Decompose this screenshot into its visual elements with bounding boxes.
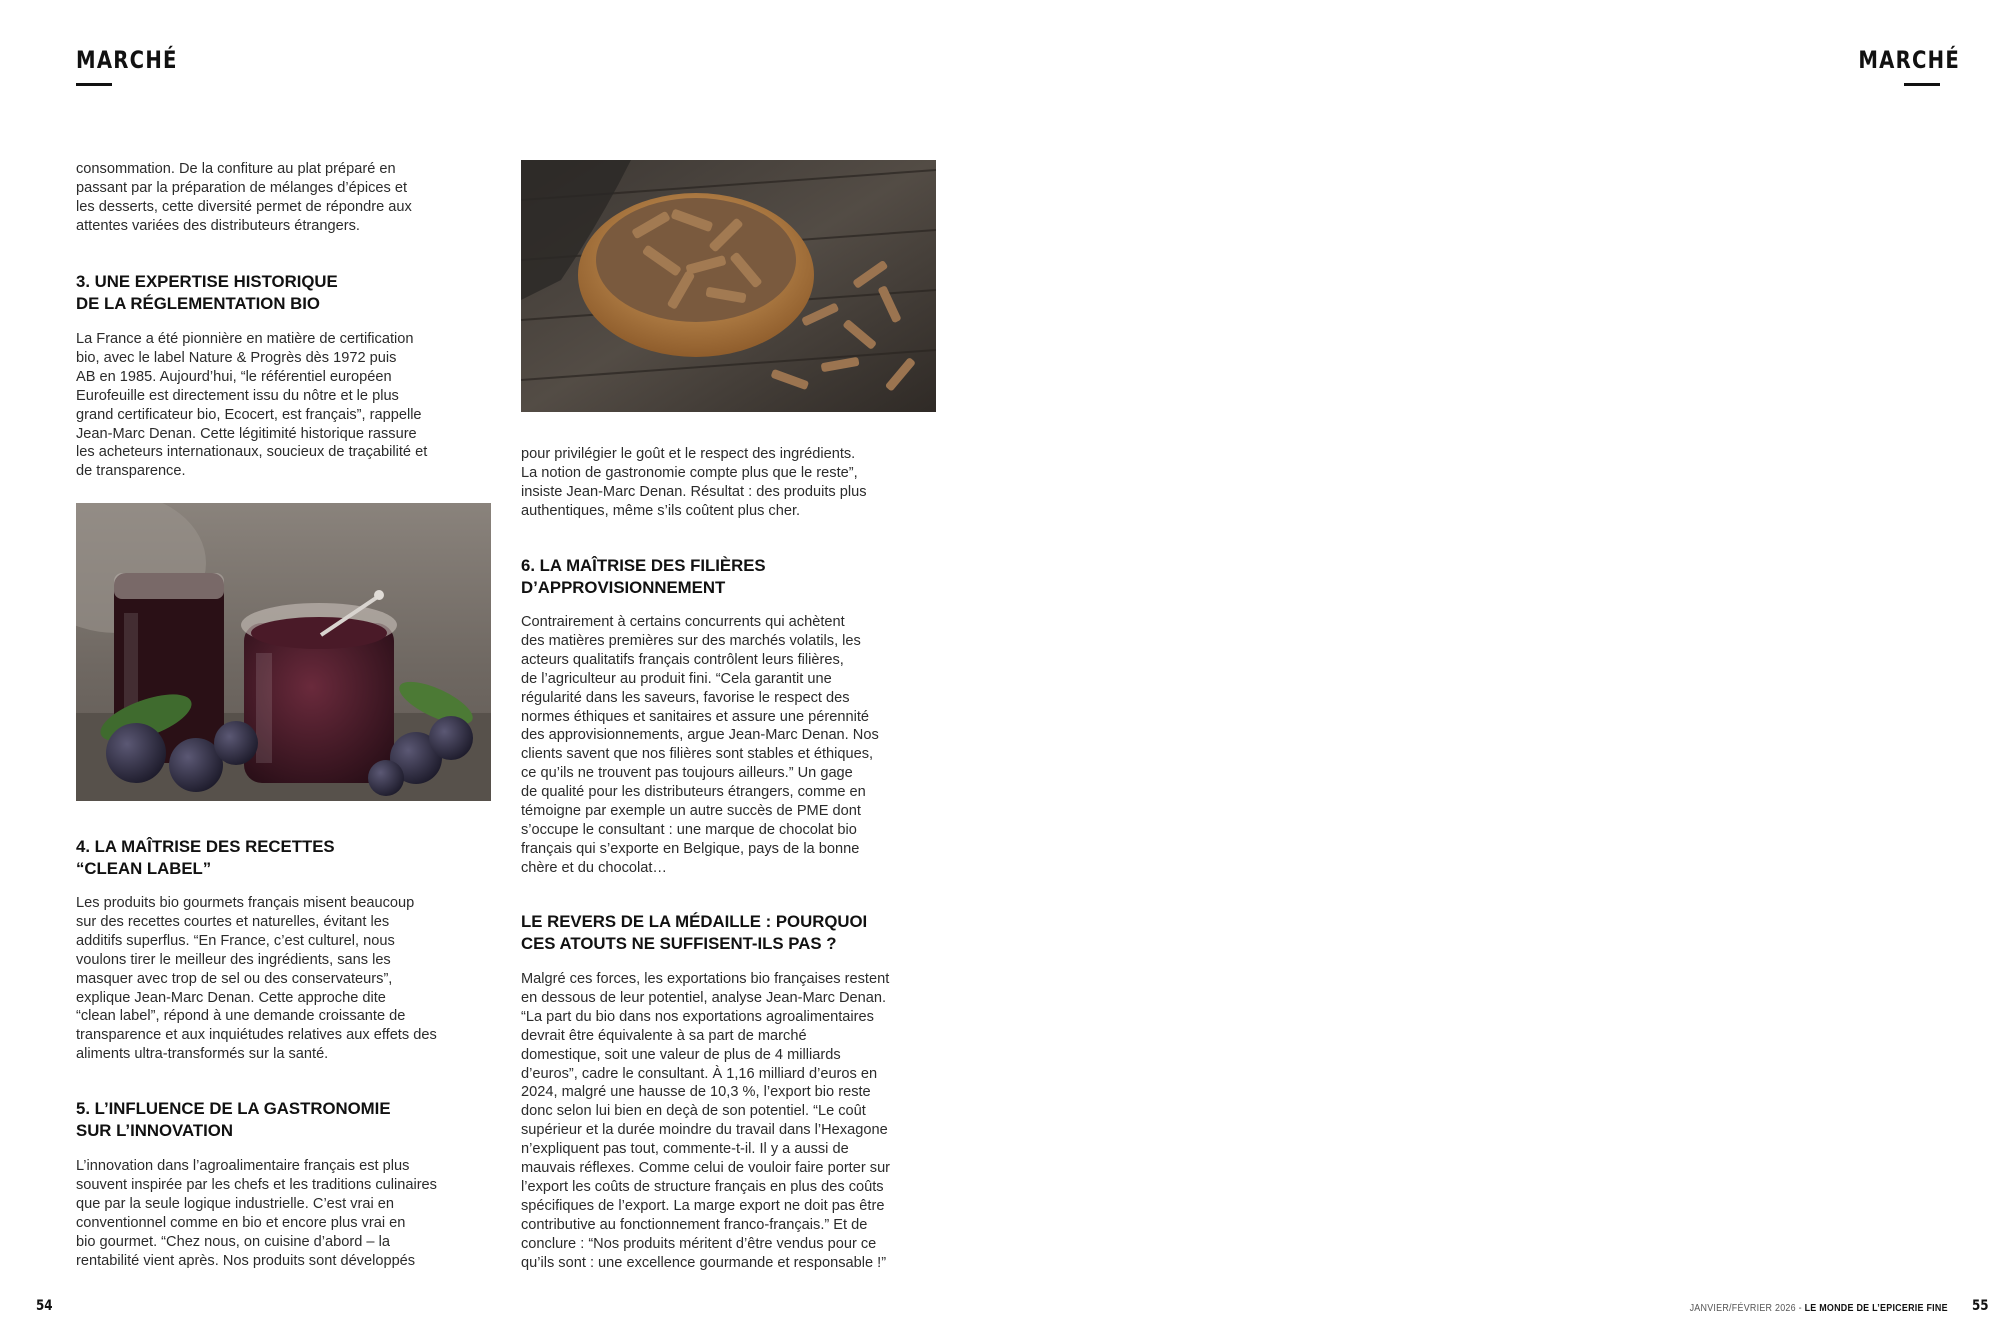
issue-folio (1690, 1302, 1948, 1314)
jam-jars-photo (76, 503, 491, 801)
paragraph-section-3: La France a été pionnière en matière de certification bio, avec le label Nature & Progrès dès 1972 puis AB en 1985. Aujourd’hui, “le référentiel européen Eurofeuille est directement issu du nôtre et le plus grand certificateur bio, Ecocert, est français”, rappelle Jean-Marc Denan. Cette légitimité historique rassure les acheteurs internationaux, soucieux de traçabilité et de transparence. (76, 331, 428, 480)
paragraph-section-5: L’innovation dans l’agroalimentaire français est plus souvent inspirée par les chefs et les traditions culinaires que par la seule logique industrielle. C’est vrai en conventionnel comme en bio et encore plus vrai en bio gourmet. “Chez nous, on cuisine d’abord – la rentabilité vient après. Nos produits sont développés (76, 1158, 437, 1269)
rubric-left: MARCHÉ (76, 46, 178, 74)
heading-section-4: 4. LA MAÎTRISE DES RECETTES “CLEAN LABEL” (76, 837, 335, 878)
heading-section-5: 5. L’INFLUENCE DE LA GASTRONOMIE SUR L’INNOVATION (76, 1099, 391, 1140)
page-number-left: 54 (36, 1298, 53, 1314)
rubric-underline-right (1904, 83, 1940, 86)
heading-section-6: 6. LA MAÎTRISE DES FILIÈRES D’APPROVISIONNEMENT (521, 556, 766, 597)
paragraph-section-5-continued: pour privilégier le goût et le respect des ingrédients. La notion de gastronomie compte plus que le reste”, insiste Jean-Marc Denan. Résultat : des produits plus authentiques, même s’ils coûtent plus cher. (521, 446, 867, 519)
paragraph-section-6: Contrairement à certains concurrents qui achètent des matières premières sur des marchés volatils, les acteurs qualitatifs français contrôlent leurs filières, de l’agriculteur au produit fini. “Cela garantit une régularité dans les saveurs, favorise le respect des normes éthiques et sanitaires et assure une pérennité des approvisionnements, argue Jean-Marc Denan. Nos clients savent que nos filières sont stables et éthiques, ce qu’ils ne trouvent pas toujours ailleurs.” Un gage de qualité pour les distributeurs étrangers, comme en témoigne par exemple un autre succès de PME dont s’occupe le consultant : une marque de chocolat bio français qui s’exporte en Belgique, pays de la bonne chère et du chocolat… (521, 614, 879, 876)
paragraph-revers-medaille: Malgré ces forces, les exportations bio françaises restent en dessous de leur potentiel, analyse Jean-Marc Denan. “La part du bio dans nos exportations agroalimentaires devrait être équivalente à sa part de marché domestique, soit une valeur de plus de 4 milliards d’euros”, cadre le consultant. À 1,16 milliard d’euros en 2024, malgré une hausse de 10,3 %, l’export bio reste donc selon lui bien en deçà de son potentiel. “Le coût supérieur et la durée moindre du travail dans l’Hexagone n’expliquent pas tout, commente-t-il. Il y a aussi de mauvais réflexes. Comme celui de vouloir faire porter sur l’export les coûts de structure français en plus des coûts spécifiques de l’export. La marge export ne doit pas être contributive au fonctionnement franco-français.” Et de conclure : “Nos produits méritent d’être vendus pour ce qu’ils sont : une excellence gourmande et responsable !” (521, 971, 891, 1271)
issue-date: JANVIER/FÉVRIER 2026 - (1689, 1302, 1805, 1314)
heading-section-3: 3. UNE EXPERTISE HISTORIQUE DE LA RÉGLEMENTATION BIO (76, 272, 338, 313)
paragraph-section-4: Les produits bio gourmets français misent beaucoup sur des recettes courtes et naturelles, évitant les additifs superflus. “En France, c’est culturel, nous voulons tirer le meilleur des ingrédients, sans les masquer avec trop de sel ou des conservateurs”, explique Jean-Marc Denan. Cette approche dite “clean label”, répond à une demande croissante de transparence et aux inquiétudes relatives aux effets des aliments ultra-transformés sur la santé. (76, 895, 437, 1063)
heading-revers-medaille: LE REVERS DE LA MÉDAILLE : POURQUOI CES ATOUTS NE SUFFISENT-ILS PAS ? (521, 912, 868, 953)
magazine-name: LE MONDE DE L’EPICERIE FINE (1804, 1302, 1948, 1314)
rubric-right: MARCHÉ (1858, 46, 1960, 74)
page-number-right: 55 (1972, 1298, 1989, 1314)
rubric-underline-left (76, 83, 112, 86)
intro-paragraph: consommation. De la confiture au plat préparé en passant par la préparation de mélanges d’épices et les desserts, cette diversité permet de répondre aux attentes variées des distributeurs étrangers. (76, 161, 412, 234)
pasta-bowl-photo (521, 160, 936, 412)
